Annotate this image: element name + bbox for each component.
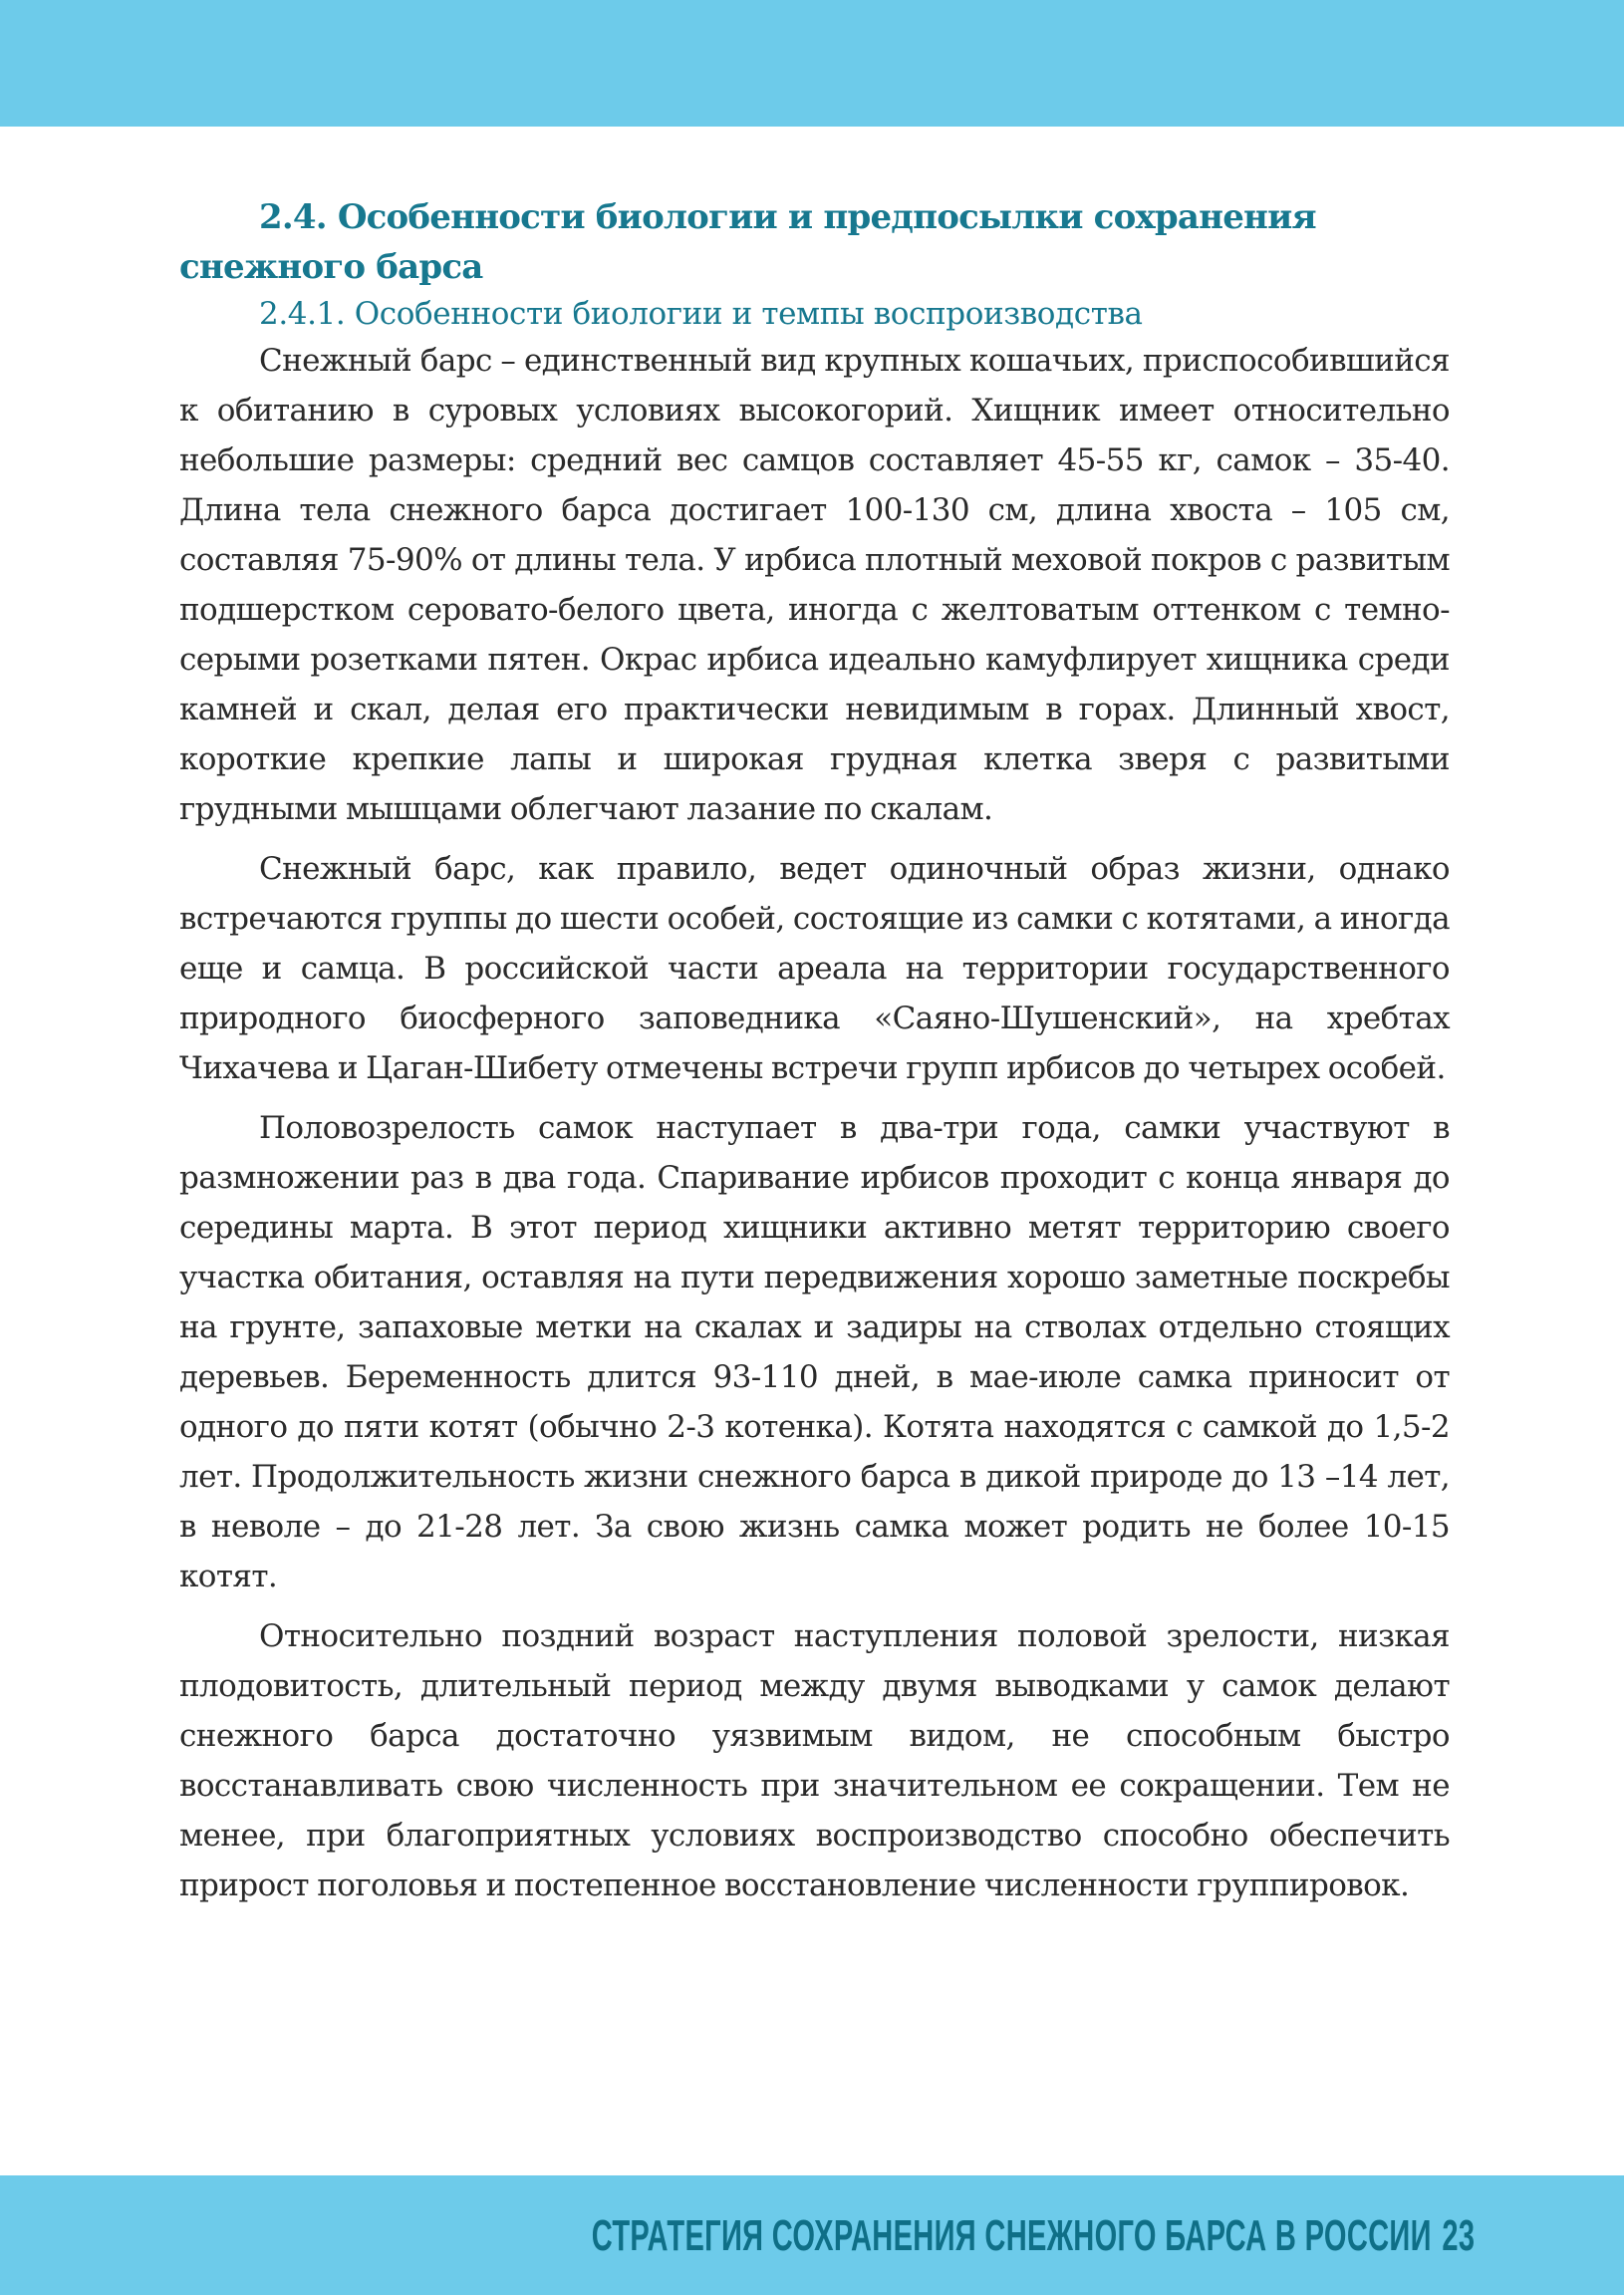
paragraph: Половозрелость самок наступает в два-три года, самки участвуют в размножении раз в два года. Спаривание ирбисов проходит с конца января до середины марта. В этот период хищники активно метят территорию своего участка обитания, оставляя на пути передвижения хорошо заметные поскребы на грунте, запаховые метки на скалах и задиры на стволах отдельно стоящих деревьев. Беременность длится 93-110 дней, в мае-июле самка приносит от одного до пяти котят (обычно 2-3 котенка). Котята находятся с самкой до 1,5-2 лет. Продолжительность жизни снежного барса в дикой природе до 13 –14 лет, в неволе – до 21-28 лет. За свою жизнь самка может родить не более 10-15 котят.	[179, 1110, 1450, 1594]
paragraph: Снежный барс – единственный вид крупных кошачьих, приспособившийся к обитанию в суровых условиях высокогорий. Хищник имеет относительно небольшие размеры: средний вес самцов составляет 45-55 кг, самок – 35-40. Длина тела снежного барса достигает 100-130 см, длина хвоста – 105 см, составляя 75-90% от длины тела. У ирбиса плотный меховой покров с развитым подшерстком серовато-белого цвета, иногда с желтоватым оттенком с темно-серыми розетками пятен. Окрас ирбиса идеально камуфлирует хищника среди камней и скал, делая его практически невидимым в горах. Длинный хвост, короткие крепкие лапы и широкая грудная клетка зверя с развитыми грудными мышцами облегчают лазание по скалам.	[179, 343, 1450, 827]
footer	[591, 2204, 1475, 2268]
paragraph: Снежный барс, как правило, ведет одиночный образ жизни, однако встречаются группы до шести особей, состоящие из самки с котятами, а иногда еще и самца. В российской части ареала на территории государственного природного биосферного заповедника «Саяно-Шушенский», на хребтах Чихачева и Цаган-Шибету отмечены встречи групп ирбисов до четырех особей.	[179, 851, 1450, 1086]
subsection-title: 2.4.1. Особенности биологии и темпы воспроизводства	[259, 296, 1143, 332]
header-band	[0, 0, 1624, 127]
page-number: 23	[1442, 2211, 1475, 2260]
running-title: СТРАТЕГИЯ СОХРАНЕНИЯ СНЕЖНОГО БАРСА В РОССИИ	[591, 2211, 1432, 2260]
page-content	[179, 192, 1450, 1910]
paragraph: Относительно поздний возраст наступления половой зрелости, низкая плодовитость, длительный период между двумя выводками у самок делают снежного барса достаточно уязвимым видом, не способным быстро восстанавливать свою численность при значительном ее сокращении. Тем не менее, при благоприятных условиях воспроизводство способно обеспечить прирост поголовья и постепенное восстановление численности группировок.	[179, 1618, 1450, 1903]
section-title: 2.4. Особенности биологии и предпосылки сохранения снежного барса	[179, 197, 1316, 287]
body-text	[179, 336, 1450, 1910]
